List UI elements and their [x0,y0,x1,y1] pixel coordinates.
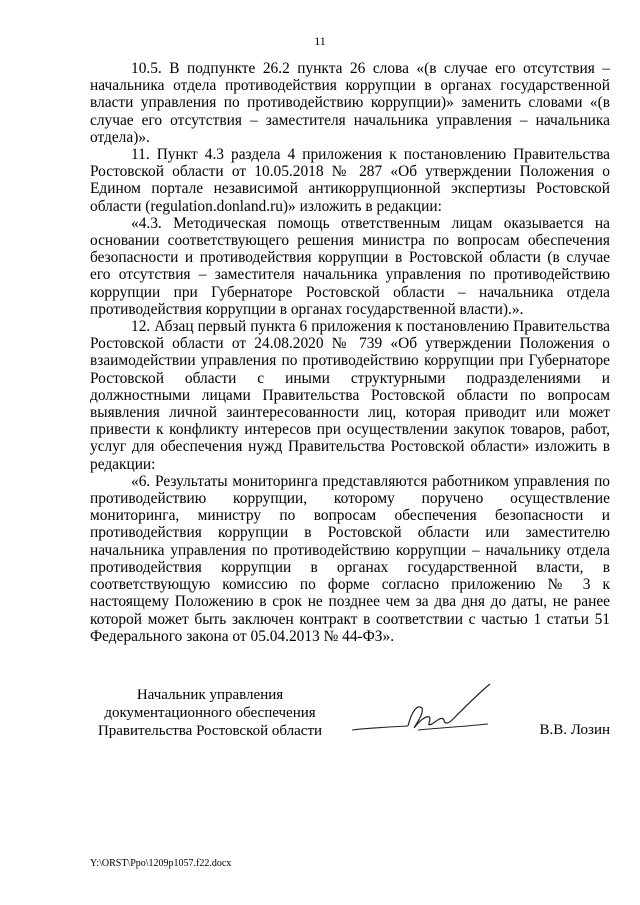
signatory-title-line: Правительства Ростовской области [97,723,323,739]
paragraph-11: 11. Пункт 4.3 раздела 4 приложения к постановлению Правительства Ростовской области от 10.05.2018 № 287 «Об утверждении Положения о Едином портале независимой антикоррупционной экспертизы Ростовской области (regulation.donland.ru)» изложить в редакции: [90,146,610,215]
paragraph-4-3-quote: «4.3. Методическая помощь ответственным лицам оказывается на основании соответствующего решения министра по вопросам обеспечения безопасности и противодействия коррупции в Ростовской области (в случае его отсутствия – заместителя начальника управления по противодействию коррупции при Губернаторе Ростовской области – начальника отдела противодействия коррупции в органах государственной власти).». [90,214,610,318]
signatory-title [90,686,330,740]
paragraph-10-5: 10.5. В подпункте 26.2 пункта 26 слова «(в случае его отсутствия – начальника отдела противодействия коррупции в органах государственной власти управления по противодействию коррупции)» заменить словами «(в случае его отсутствия – заместителя начальника управления – начальника отдела)». [90,60,610,146]
paragraph-12: 12. Абзац первый пункта 6 приложения к постановлению Правительства Ростовской области от 24.08.2020 № 739 «Об утверждении Положения о взаимодействии управления по противодействию коррупции при Губернаторе Ростовской области с иными структурными подразделениями и должностными лицами Правительства Ростовской области по вопросам выявления личной заинтересованности лиц, которая приводит или может привести к конфликту интересов при осуществлении закупок товаров, работ, услуг для обеспечения нужд Правительства Ростовской области» изложить в редакции: [90,318,610,473]
file-path: Y:\ORST\Ppo\1209p1057.f22.docx [90,858,232,869]
document-body [90,60,610,645]
page-number: 11 [314,34,326,48]
signatory-title-line: документационного обеспечения [104,705,316,721]
paragraph-6-quote: «6. Результаты мониторинга представляются работником управления по противодействию коррупции, которому поручено осуществление мониторинга, министру по вопросам обеспечения безопасности и противодействия коррупции в Ростовской области или заместителю начальника управления по противодействию коррупции – начальнику отдела противодействия коррупции в органах государственной власти, в соответствующую комиссию по форме согласно приложению № 3 к настоящему Положению в срок не позднее чем за два дня до даты, не ранее которой может быть заключен контракт в соответствии с частью 1 статьи 51 Федерального закона от 05.04.2013 № 44-ФЗ». [90,472,610,645]
signatory-title-line: Начальник управления [136,687,284,703]
handwritten-signature [348,680,498,742]
signatory-name: В.В. Лозин [539,722,610,738]
